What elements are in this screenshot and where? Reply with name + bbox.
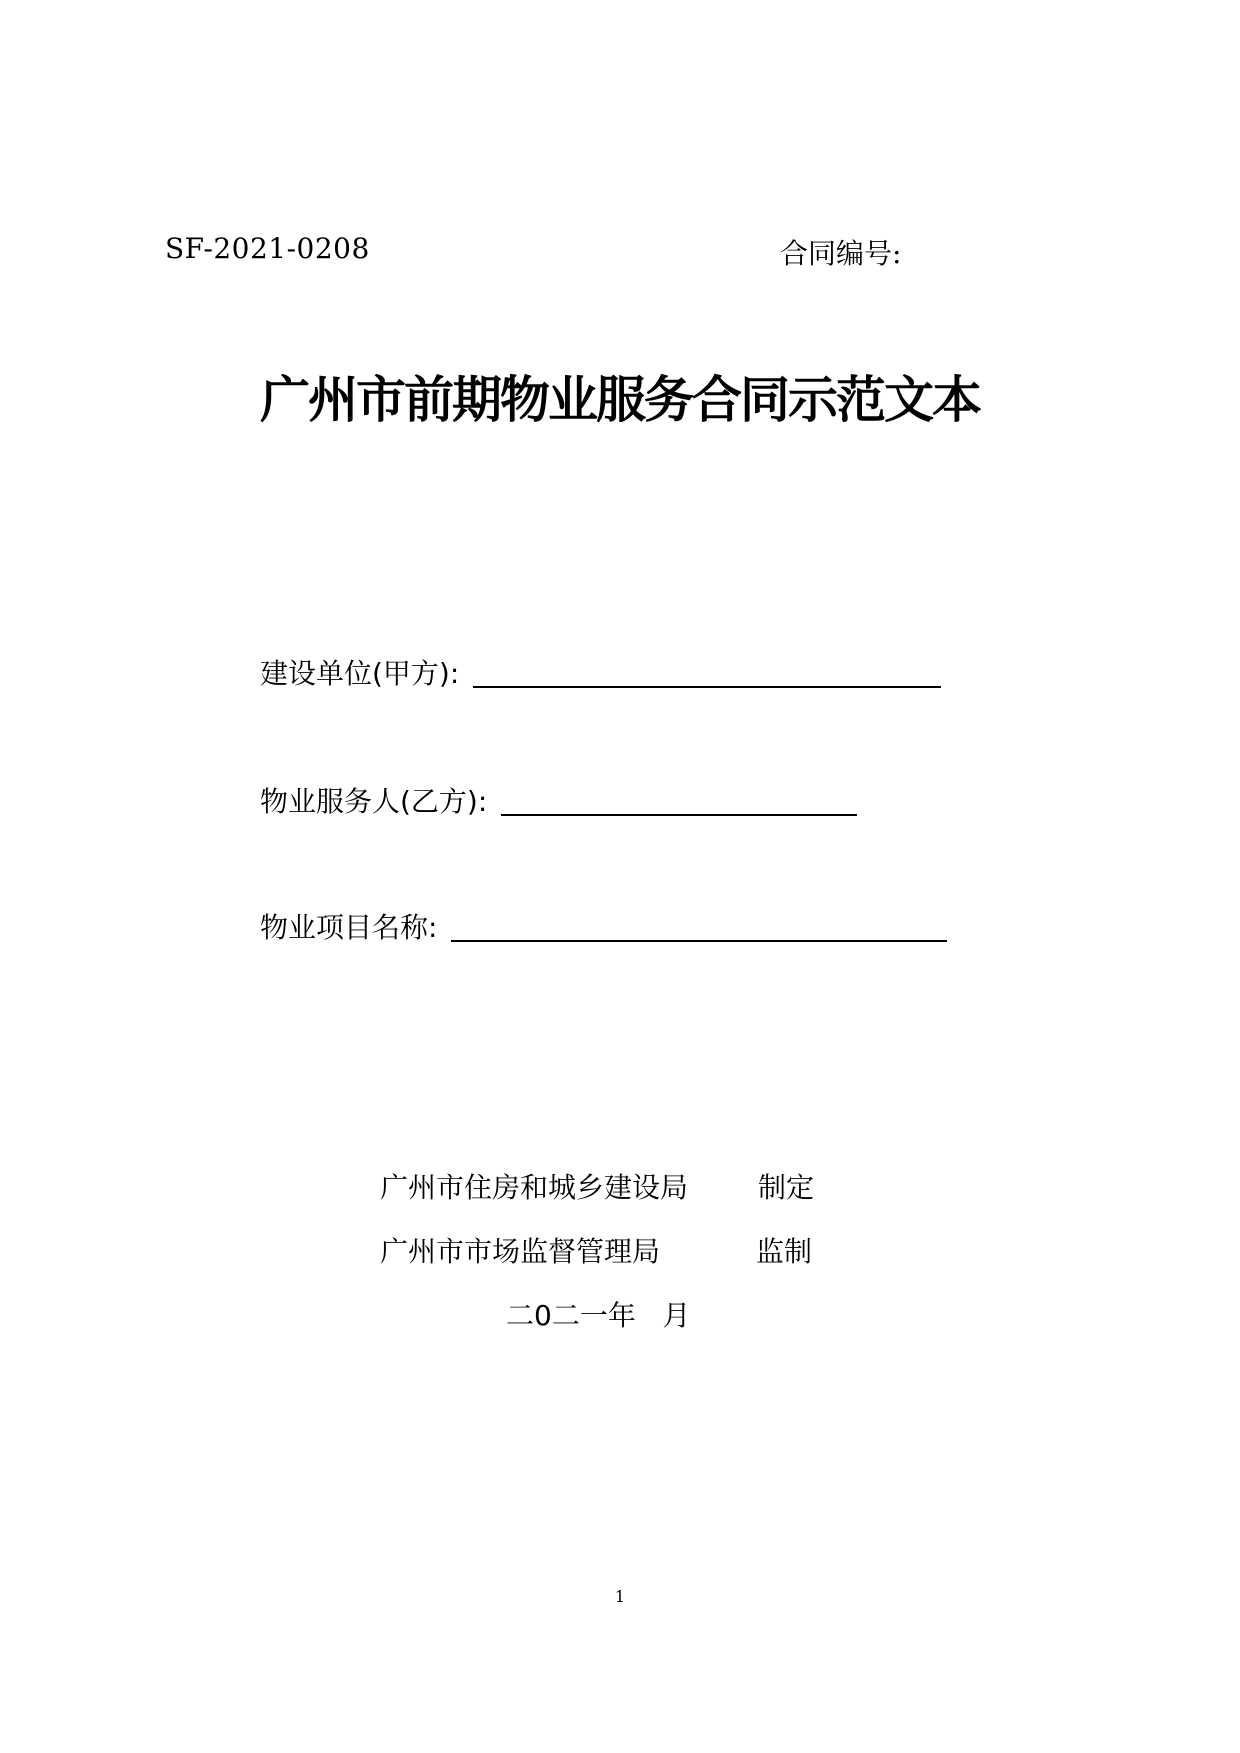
issuer-role: 监制 [756,1235,813,1268]
party-a-label: 建设单位(甲方): [260,657,460,690]
project-name-blank-line [451,912,947,942]
document-code: SF-2021-0208 [165,232,370,265]
issuer-supervising [380,1230,813,1270]
document-title: 广州市前期物业服务合同示范文本 [260,370,980,429]
project-name-field [260,906,947,946]
issuer-name: 广州市住房和城乡建设局 [380,1171,689,1204]
party-a-field [260,652,941,692]
project-name-label: 物业项目名称: [260,911,438,944]
party-b-field [260,780,857,820]
document-date: 二0二一年 月 [506,1299,691,1332]
contract-number-label: 合同编号: [780,237,902,270]
party-b-blank-line [501,786,857,816]
issuer-drafting [380,1166,815,1206]
issuer-role: 制定 [758,1171,815,1204]
issuer-name: 广州市市场监督管理局 [380,1235,661,1268]
party-a-blank-line [473,658,941,688]
page-number: 1 [614,1587,626,1606]
party-b-label: 物业服务人(乙方): [260,785,488,818]
